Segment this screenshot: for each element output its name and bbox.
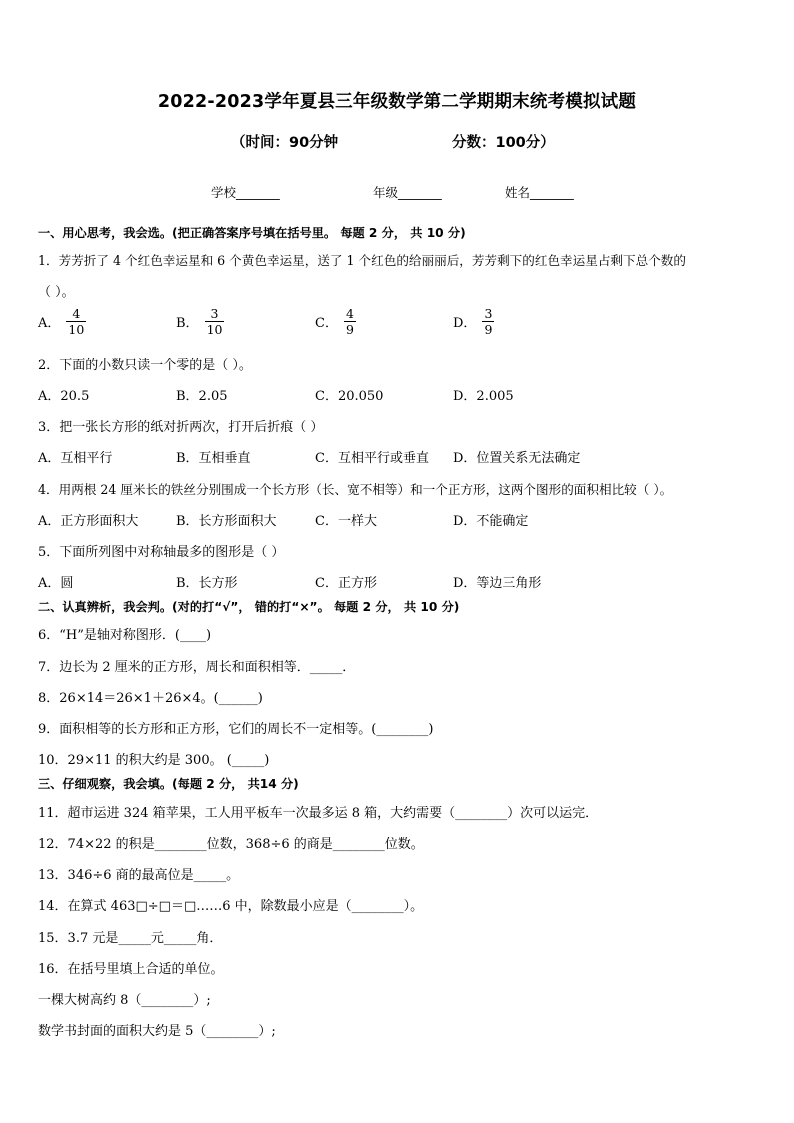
exam-score: 分数：100分） [452,135,555,151]
option-label: B． [176,316,199,331]
q2-option-a: A．20.5 [38,389,90,404]
q6-text: 6．“H”是轴对称图形．(____) [38,628,212,643]
q4-text: 4．用两根 24 厘米长的铁丝分别围成一个长方形（长、宽不相等）和一个正方形，这两个图形的面积相比较（ ）。 [38,482,673,497]
q3-option-a: A．互相平行 [38,451,113,466]
q1-option-b [176,306,224,337]
q9-text: 9．面积相等的长方形和正方形，它们的周长不一定相等。(________) [38,722,434,737]
q1-option-c [315,306,356,337]
grade-field: 年级_______ [373,185,442,200]
q4-option-c: C．一样大 [315,514,377,529]
q1-line1: 1．芳芳折了 4 个红色幸运星和 6 个黄色幸运星，送了 1 个红色的给丽丽后，芳芳剩下的红色幸运星占剩下总个数的 [38,253,686,268]
q3-option-c: C．互相平行或垂直 [315,451,429,466]
q2-option-d: D．2.005 [453,389,514,404]
section1-heading: 一、用心思考，我会选。(把正确答案序号填在括号里。 每题 2 分， 共 10 分) [38,226,466,240]
q4-option-b: B．长方形面积大 [176,514,277,529]
q11-text: 11．超市运进 324 箱苹果，工人用平板车一次最多运 8 箱，大约需要（________）次可以运完． [38,806,599,821]
exam-time: （时间：90分钟 [231,135,339,151]
q3-option-d: D．位置关系无法确定 [453,451,581,466]
q4-option-a: A．正方形面积大 [38,514,139,529]
school-field: 学校_______ [211,185,280,200]
q16-sub-a: 一棵大树高约 8（________）; [38,993,211,1008]
q5-option-a: A．圆 [38,576,74,591]
option-label: D． [453,316,477,331]
fraction: $\frac{4}{10}$ [68,306,85,337]
q5-option-d: D．等边三角形 [453,576,542,591]
q5-text: 5．下面所列图中对称轴最多的图形是（ ） [38,545,285,560]
q3-option-b: B．互相垂直 [176,451,251,466]
fraction: $\frac{4}{9}$ [345,306,354,337]
fraction: $\frac{3}{9}$ [484,306,493,337]
page-title: 2022-2023学年夏县三年级数学第二学期期末统考模拟试题 [157,92,637,112]
q2-text: 2．下面的小数只读一个零的是（ ）。 [38,358,252,373]
q8-text: 8．26×14＝26×1＋26×4。(______) [38,691,263,706]
option-label: A． [38,316,61,331]
option-label: C． [315,316,338,331]
q1-line2: （ ）。 [38,285,75,300]
section2-heading: 二、认真辨析，我会判。(对的打“√”， 错的打“×”。 每题 2 分， 共 10 分) [38,600,460,614]
q5-option-b: B．长方形 [176,576,238,591]
q1-option-a [38,306,86,337]
q3-text: 3．把一张长方形的纸对折两次，打开后折痕（ ） [38,420,324,435]
q4-option-d: D．不能确定 [453,514,529,529]
q2-option-c: C．20.050 [315,389,384,404]
fraction: $\frac{3}{10}$ [206,306,223,337]
q13-text: 13．346÷6 商的最高位是_____。 [38,868,240,883]
q2-option-b: B．2.05 [176,389,228,404]
q5-option-c: C．正方形 [315,576,377,591]
q7-text: 7．边长为 2 厘米的正方形，周长和面积相等．_____． [38,660,356,675]
q16-text: 16．在括号里填上合适的单位。 [38,962,224,977]
q1-option-d [453,306,494,337]
name-field: 姓名_______ [505,185,574,200]
q14-text: 14．在算式 463□÷□＝□……6 中，除数最小应是（________）。 [38,899,424,914]
q12-text: 12．74×22 的积是________位数，368÷6 的商是________位数。 [38,837,424,852]
section3-heading: 三、仔细观察，我会填。(每题 2 分， 共14 分) [38,777,299,791]
q15-text: 15．3.7 元是_____元_____角． [38,931,223,946]
q10-text: 10．29×11 的积大约是 300。 (_____) [38,753,270,768]
q16-sub-b: 数学书封面的面积大约是 5（________）; [38,1024,276,1039]
